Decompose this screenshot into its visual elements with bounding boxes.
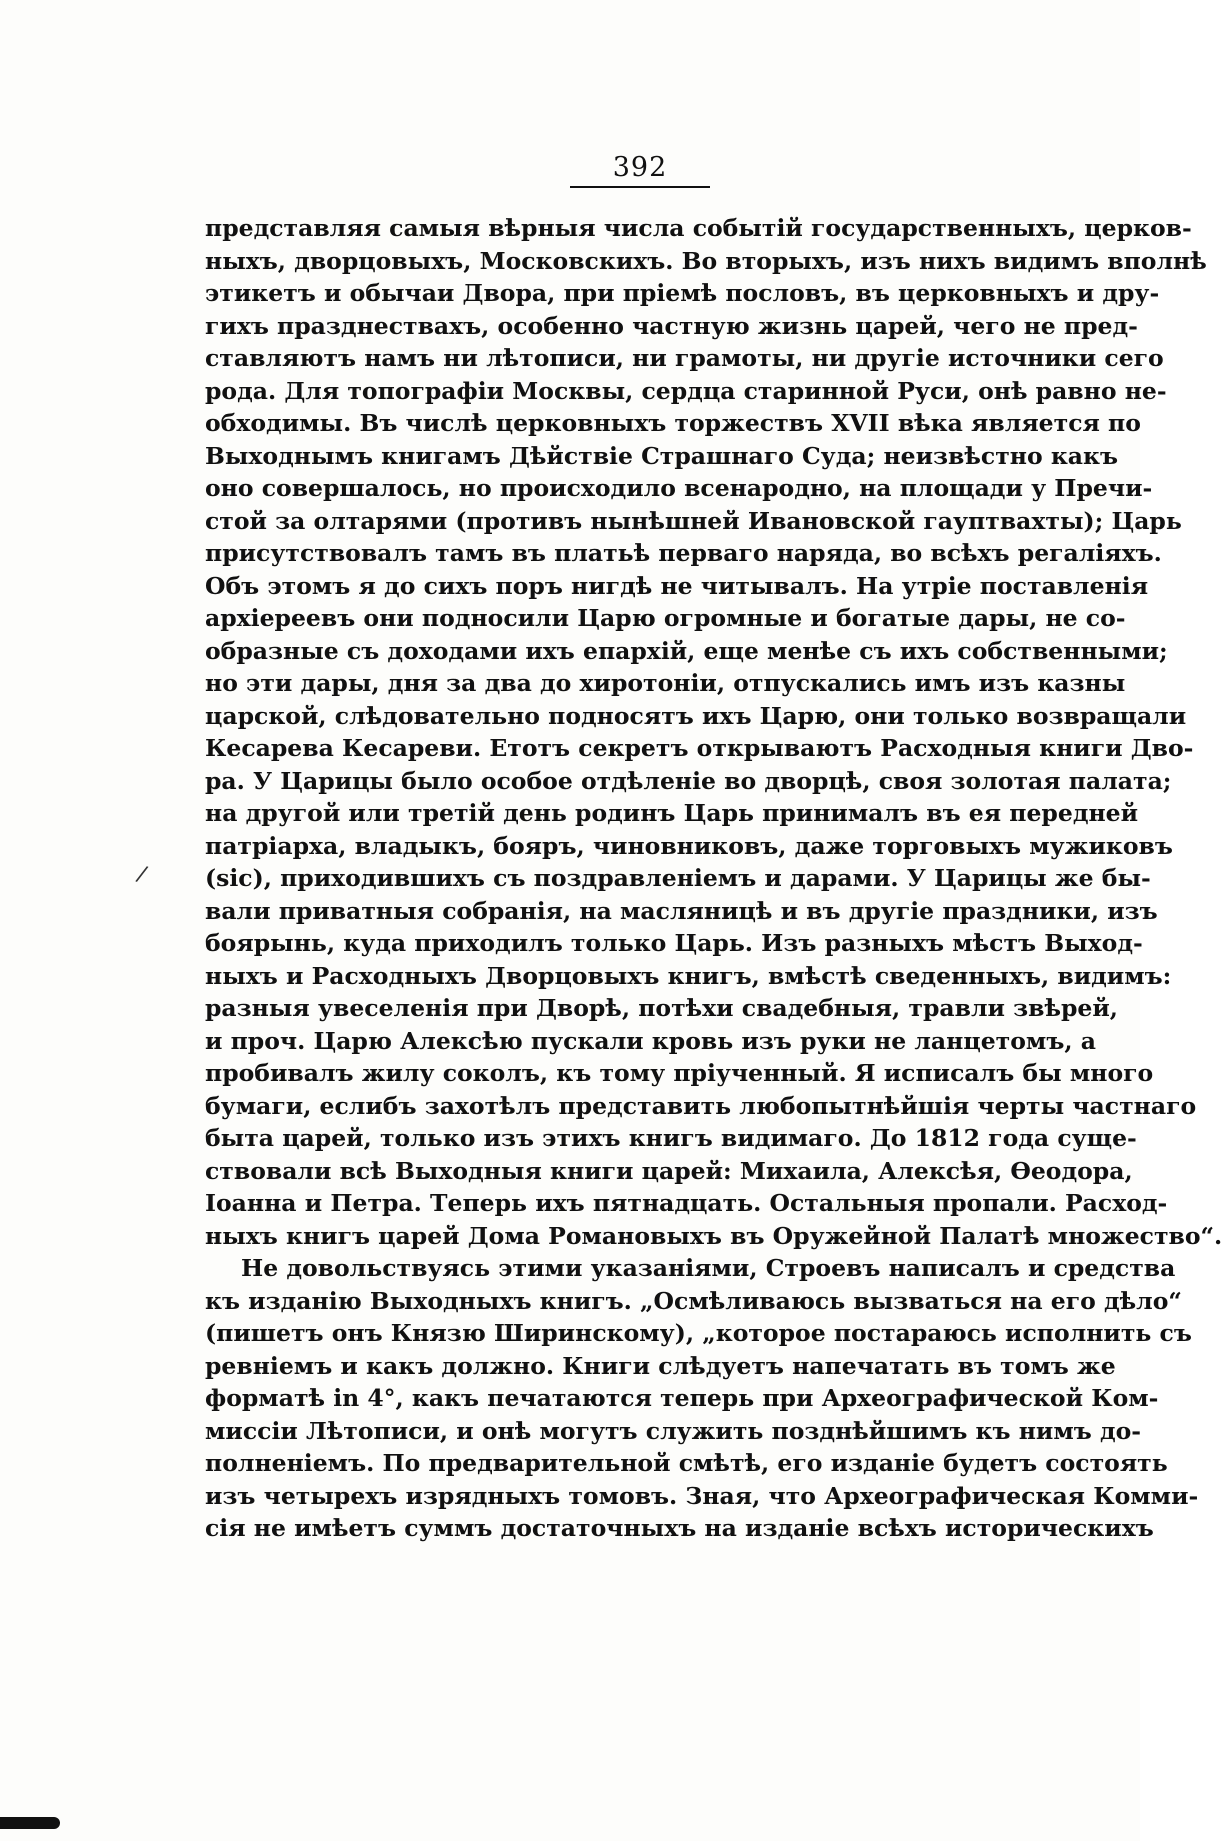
text-line: Кесарева Кесареви. Етотъ секретъ открываютъ Расходныя книги Дво-	[205, 734, 1194, 762]
text-line: представляя самыя вѣрныя числа событій государственныхъ, церков-	[205, 214, 1192, 242]
text-line: миссіи Лѣтописи, и онѣ могутъ служить позднѣйшимъ къ нимъ до-	[205, 1416, 1142, 1445]
text-line: (пишетъ онъ Князю Ширинскому), „которое постараюсь исполнить съ	[205, 1319, 1192, 1347]
text-line: но эти дары, дня за два до хиротоніи, отпускались имъ изъ казны	[205, 669, 1126, 697]
text-line: вали приватныя собранія, на масляницѣ и въ другіе праздники, изъ	[205, 896, 1158, 925]
text-line: ствовали всѣ Выходныя книги царей: Михаила, Алексѣя, Ѳеодора,	[205, 1156, 1133, 1185]
text-line: архіереевъ они подносили Царю огромные и богатые дары, не со-	[205, 604, 1126, 632]
page-number-container	[570, 152, 710, 183]
text-line: ра. У Царицы было особое отдѣленіе во дворцѣ, своя золотая палата;	[205, 766, 1172, 795]
text-line: (sic), приходившихъ съ поздравленіемъ и дарами. У Царицы же бы-	[205, 864, 1151, 892]
text-line: ныхъ книгъ царей Дома Романовыхъ въ Оружейной Палатѣ множество“.	[205, 1221, 1222, 1250]
text-line: присутствовалъ тамъ въ платьѣ перваго наряда, во всѣхъ регаліяхъ.	[205, 539, 1162, 567]
text-line: царской, слѣдовательно подносятъ ихъ Царю, они только возвращали	[205, 701, 1187, 730]
text-line: сія не имѣетъ суммъ достаточныхъ на изданіе всѣхъ историческихъ	[205, 1514, 1154, 1542]
text-line: и проч. Царю Алексѣю пускали кровь изъ руки не ланцетомъ, а	[205, 1026, 1096, 1055]
text-line: этикетъ и обычаи Двора, при пріемѣ пословъ, въ церковныхъ и дру-	[205, 279, 1160, 307]
text-line: оно совершалось, но происходило всенародно, на площади у Пречи-	[205, 474, 1153, 502]
text-line: разныя увеселенія при Дворѣ, потѣхи свадебныя, травли звѣрей,	[205, 994, 1118, 1022]
text-line: Іоанна и Петра. Теперь ихъ пятнадцать. Остальныя пропали. Расход-	[205, 1189, 1168, 1217]
text-line: рода. Для топографіи Москвы, сердца старинной Руси, онѣ равно не-	[205, 376, 1167, 405]
text-line: ревніемъ и какъ должно. Книги слѣдуетъ напечатать въ томъ же	[205, 1351, 1116, 1380]
scan-edge-mark	[0, 1817, 60, 1829]
text-line: патріарха, владыкъ, бояръ, чиновниковъ, даже торговыхъ мужиковъ	[205, 831, 1173, 860]
text-line: боярынь, куда приходилъ только Царь. Изъ разныхъ мѣстъ Выход-	[205, 929, 1143, 957]
text-line: обходимы. Въ числѣ церковныхъ торжествъ XVII вѣка является по	[205, 409, 1141, 437]
text-line: Выходнымъ книгамъ Дѣйствіе Страшнаго Суда; неизвѣстно какъ	[205, 441, 1119, 470]
body-text	[205, 212, 1222, 1545]
text-line: гихъ празднествахъ, особенно частную жизнь царей, чего не пред-	[205, 311, 1138, 340]
text-line-paragraph-start: Не довольствуясь этими указаніями, Строевъ написалъ и средства	[241, 1254, 1176, 1282]
page-number: 392	[612, 152, 668, 183]
text-line: форматѣ in 4°, какъ печатаются теперь при Археографической Ком-	[205, 1384, 1159, 1412]
margin-mark: /	[133, 861, 150, 888]
text-line: полненіемъ. По предварительной смѣтѣ, его изданіе будетъ состоять	[205, 1449, 1168, 1477]
page-number-rule	[570, 186, 710, 188]
text-line: образные съ доходами ихъ епархій, еще менѣе съ ихъ собственными;	[205, 636, 1168, 665]
text-line: ныхъ, дворцовыхъ, Московскихъ. Во вторыхъ, изъ нихъ видимъ вполнѣ	[205, 246, 1207, 275]
text-line: стой за олтарями (противъ нынѣшней Ивановской гауптвахты); Царь	[205, 506, 1182, 535]
text-line: бумаги, еслибъ захотѣлъ представить любопытнѣйшія черты частнаго	[205, 1091, 1197, 1120]
text-line: быта царей, только изъ этихъ книгъ видимаго. До 1812 года суще-	[205, 1124, 1137, 1152]
text-line: къ изданію Выходныхъ книгъ. „Осмѣливаюсь вызваться на его дѣло“	[205, 1286, 1182, 1315]
text-line: изъ четырехъ изрядныхъ томовъ. Зная, что Археографическая Комми-	[205, 1481, 1199, 1510]
text-line: ныхъ и Расходныхъ Дворцовыхъ книгъ, вмѣстѣ сведенныхъ, видимъ:	[205, 961, 1172, 990]
text-line: ставляютъ намъ ни лѣтописи, ни грамоты, ни другіе источники сего	[205, 344, 1164, 372]
text-line: на другой или третій день родинъ Царь принималъ въ ея передней	[205, 799, 1139, 827]
text-line: пробивалъ жилу соколъ, къ тому пріученный. Я исписалъ бы много	[205, 1059, 1154, 1087]
text-line: Объ этомъ я до сихъ поръ нигдѣ не читывалъ. На утріе поставленія	[205, 571, 1149, 600]
